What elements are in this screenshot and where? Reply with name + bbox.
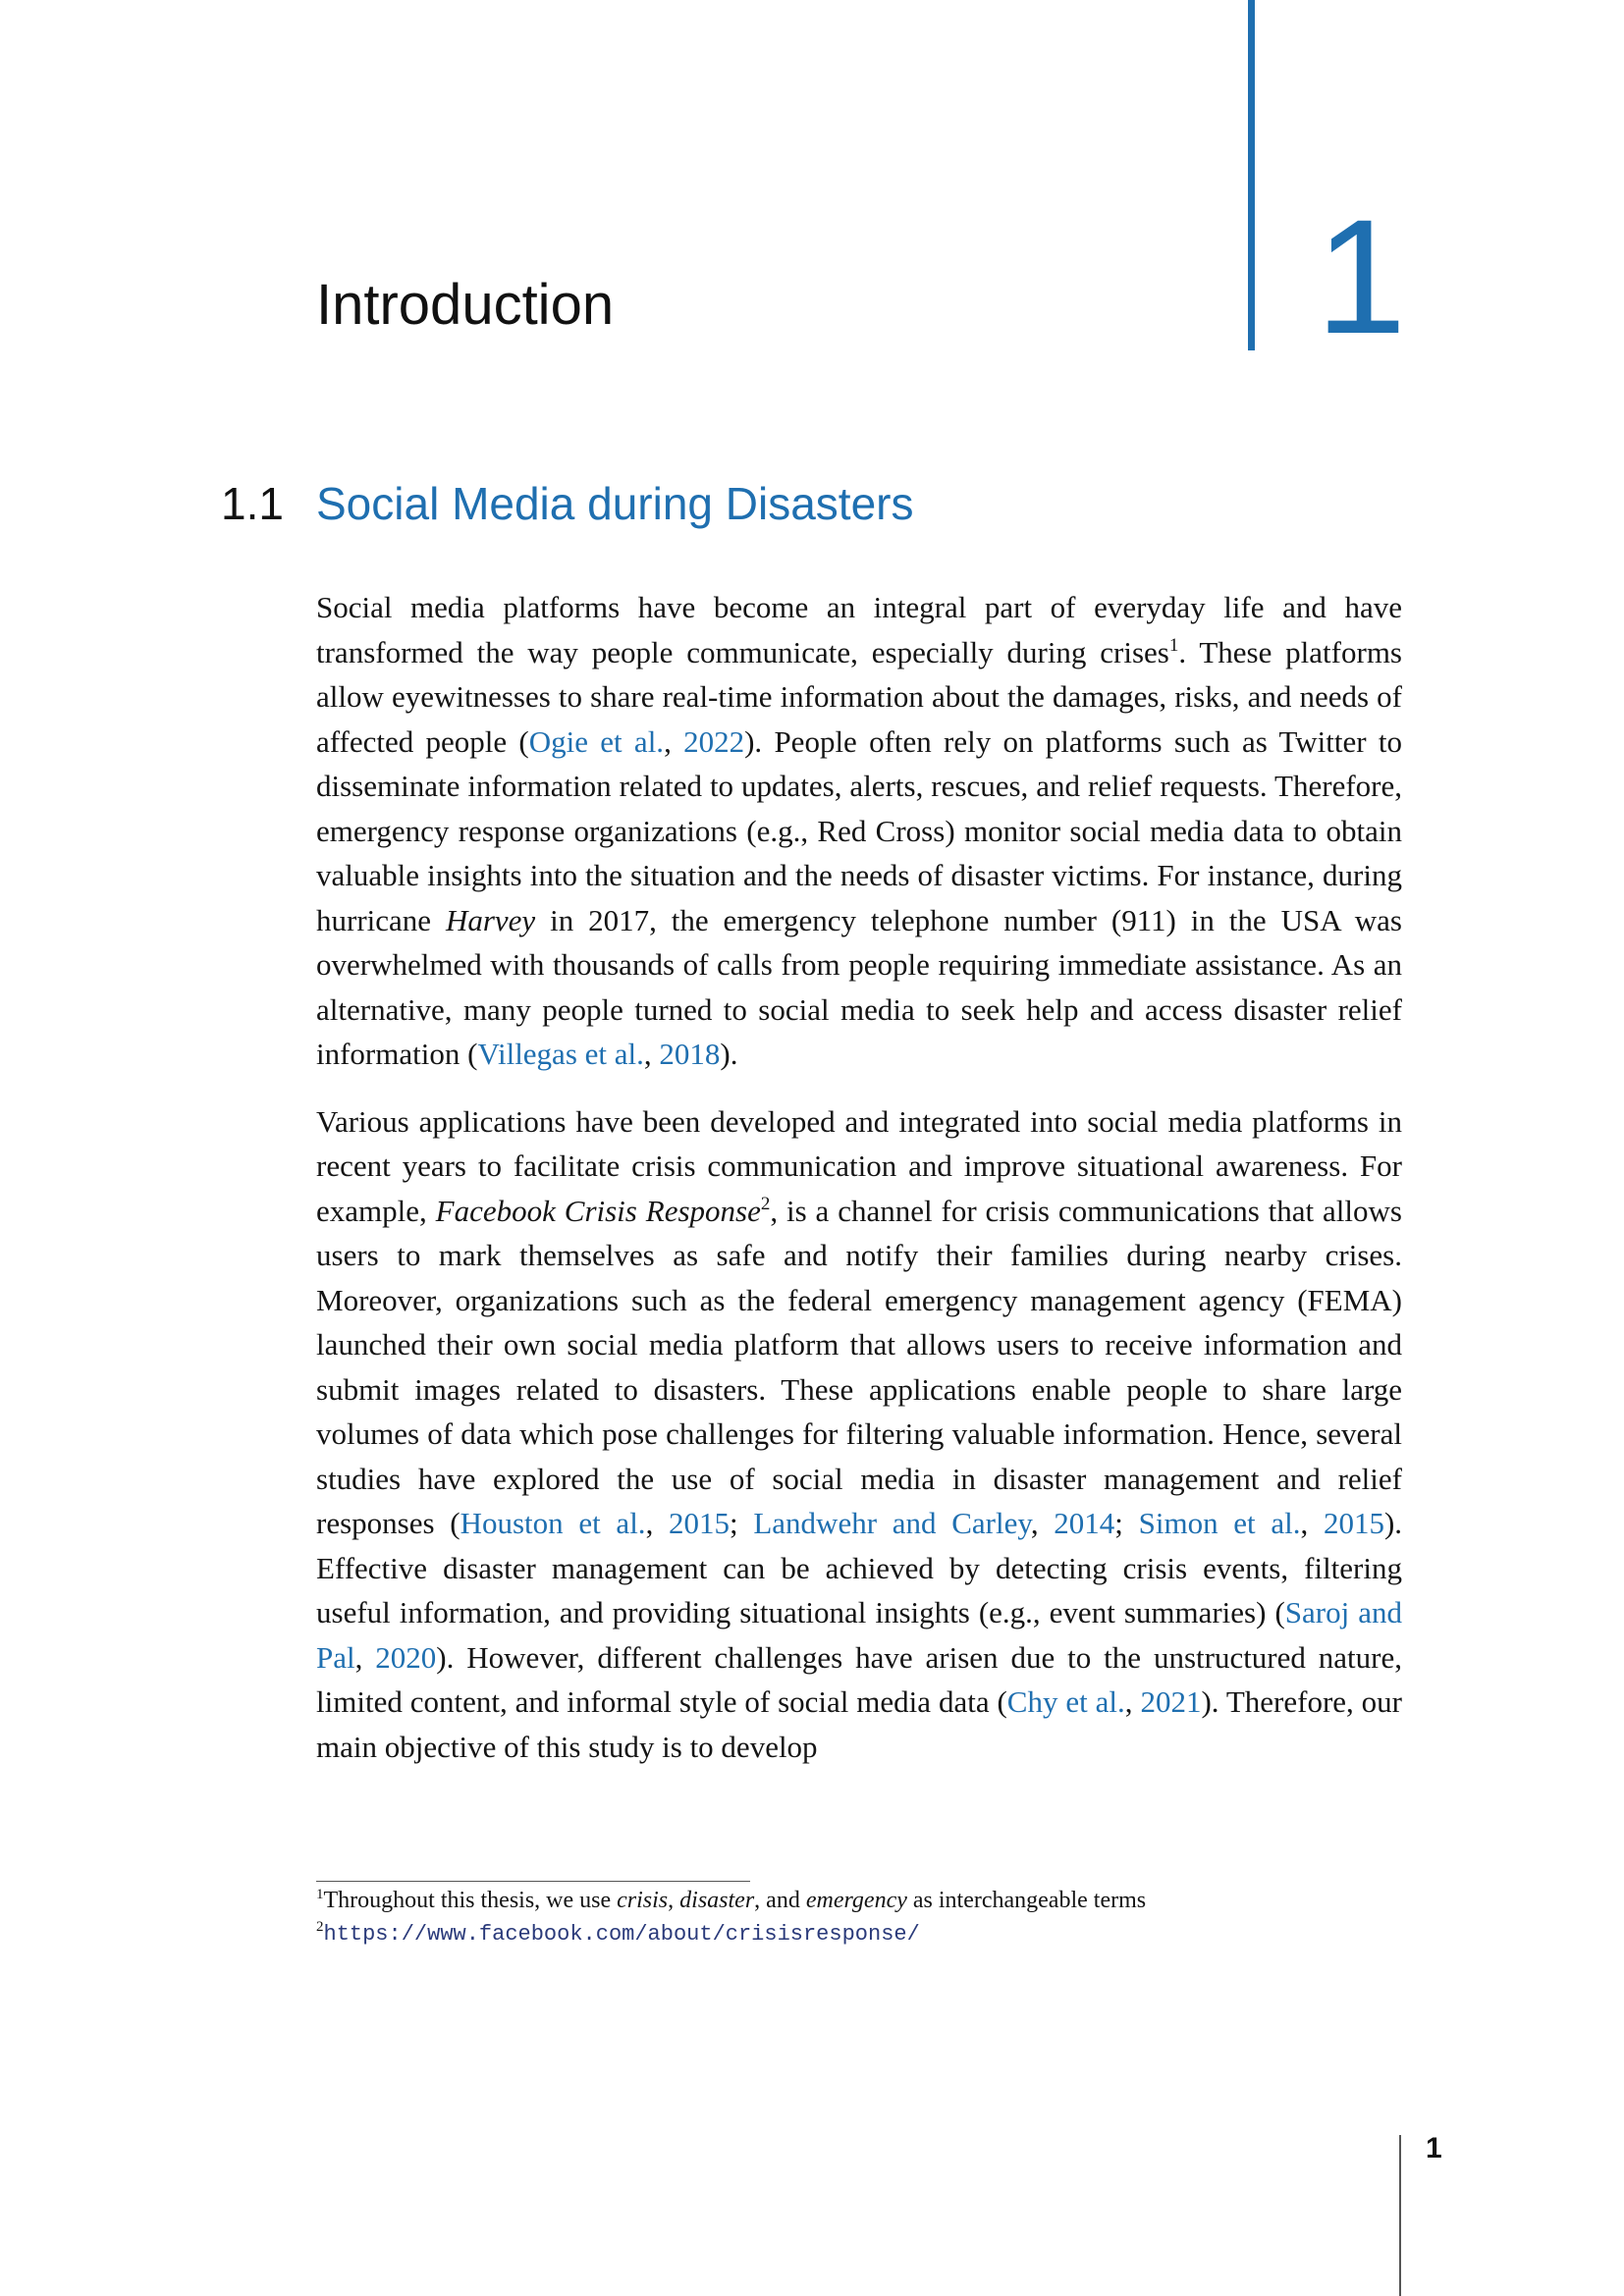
page-number: 1 [1426, 2132, 1442, 2164]
citation-link[interactable]: Ogie et al. [528, 723, 665, 759]
section-heading [221, 479, 914, 529]
paragraph-1: Social media platforms have become an integral part of everyday life and have transformed the way people communicate, especially during crises$^1$. These platforms allow eyewitnesses to share real-time information about the damages, risks, and needs of affected people (Ogie et al., 2022). People often rely on platforms such as Twitter to disseminate information related to updates, alerts, rescues, and relief requests. Therefore, emergency response organizations (e.g., Red Cross) monitor social media data to obtain valuable insights into the situation and the needs of disaster victims. For instance, during hurricane Harvey in 2017, the emergency telephone number (911) in the USA was overwhelmed with thousands of calls from people requiring immediate assistance. As an alternative, many people turned to social media to seek help and access disaster relief information (Villegas et al., 2018). [316, 590, 1402, 1071]
citation-year-link[interactable]: 2022 [683, 723, 745, 759]
citation-link[interactable]: Landwehr and Carley [753, 1506, 1031, 1540]
footnote-ref-1[interactable]: 1 [1168, 634, 1179, 656]
citation-link[interactable]: Simon et al. [1138, 1506, 1301, 1540]
citation-year-link[interactable]: 2015 [669, 1506, 731, 1540]
footnotes [316, 1885, 1396, 1950]
citation-year-link[interactable]: 2018 [659, 1037, 721, 1071]
footnote-mark-2: 2 [316, 1919, 324, 1935]
citation-link[interactable]: Chy et al. [1006, 1684, 1125, 1719]
chapter-rule [1248, 0, 1255, 350]
footnote-rule [316, 1881, 750, 1882]
body-text [316, 585, 1402, 1791]
citation-link[interactable]: Villegas et al. [477, 1037, 644, 1071]
citation-year-link[interactable]: 2015 [1323, 1506, 1384, 1540]
footnote-url-link[interactable]: https://www.facebook.com/about/crisisresponse/ [323, 1922, 920, 1947]
footnote-mark-1: 1 [316, 1887, 324, 1902]
chapter-number: 1 [1316, 187, 1407, 368]
emphasis-facebook-crisis-response: Facebook Crisis Response [435, 1193, 761, 1228]
page-number-rule [1399, 2135, 1401, 2296]
citation-year-link[interactable]: 2020 [375, 1639, 437, 1675]
chapter-title: Introduction [316, 273, 615, 337]
citation-link[interactable]: Houston et al. [460, 1506, 646, 1540]
footnote-1: $^1$Throughout this thesis, we use crisis, disaster, and emergency as interchangeable terms [316, 1887, 1147, 1913]
citation-year-link[interactable]: 2014 [1054, 1506, 1115, 1540]
paragraph-2: Various applications have been developed and integrated into social media platforms in recent years to facilitate crisis communication and improve situational awareness. For example, Facebook Crisis Response$^2$, is a channel for crisis communications that allows users to mark themselves as safe and notify their families during nearby crises. Moreover, organizations such as the federal emergency management agency (FEMA) launched their own social media platform that allows users to receive information and submit images related to disasters. These applications enable people to share large volumes of data which pose challenges for filtering valuable information. Hence, several studies have explored the use of social media in disaster management and relief responses (Houston et al., 2015; Landwehr and Carley, 2014; Simon et al., 2015). Effective disaster management can be achieved by detecting crisis events, filtering useful information, and providing situational insights (e.g., event summaries) (Saroj and Pal, 2020). However, different challenges have arisen due to the unstructured nature, limited content, and informal style of social media data (Chy et al., 2021). Therefore, our main objective of this study is to develop [316, 1103, 1403, 1764]
emphasis-harvey: Harvey [445, 902, 536, 937]
citation-year-link[interactable]: 2021 [1140, 1684, 1202, 1719]
citation-link[interactable]: Saroj and Pal [316, 1595, 1402, 1675]
footnote-2 [316, 1917, 1396, 1950]
section-title: Social Media during Disasters [316, 478, 914, 529]
footnote-ref-2[interactable]: 2 [760, 1193, 771, 1214]
section-number: 1.1 [221, 478, 284, 529]
